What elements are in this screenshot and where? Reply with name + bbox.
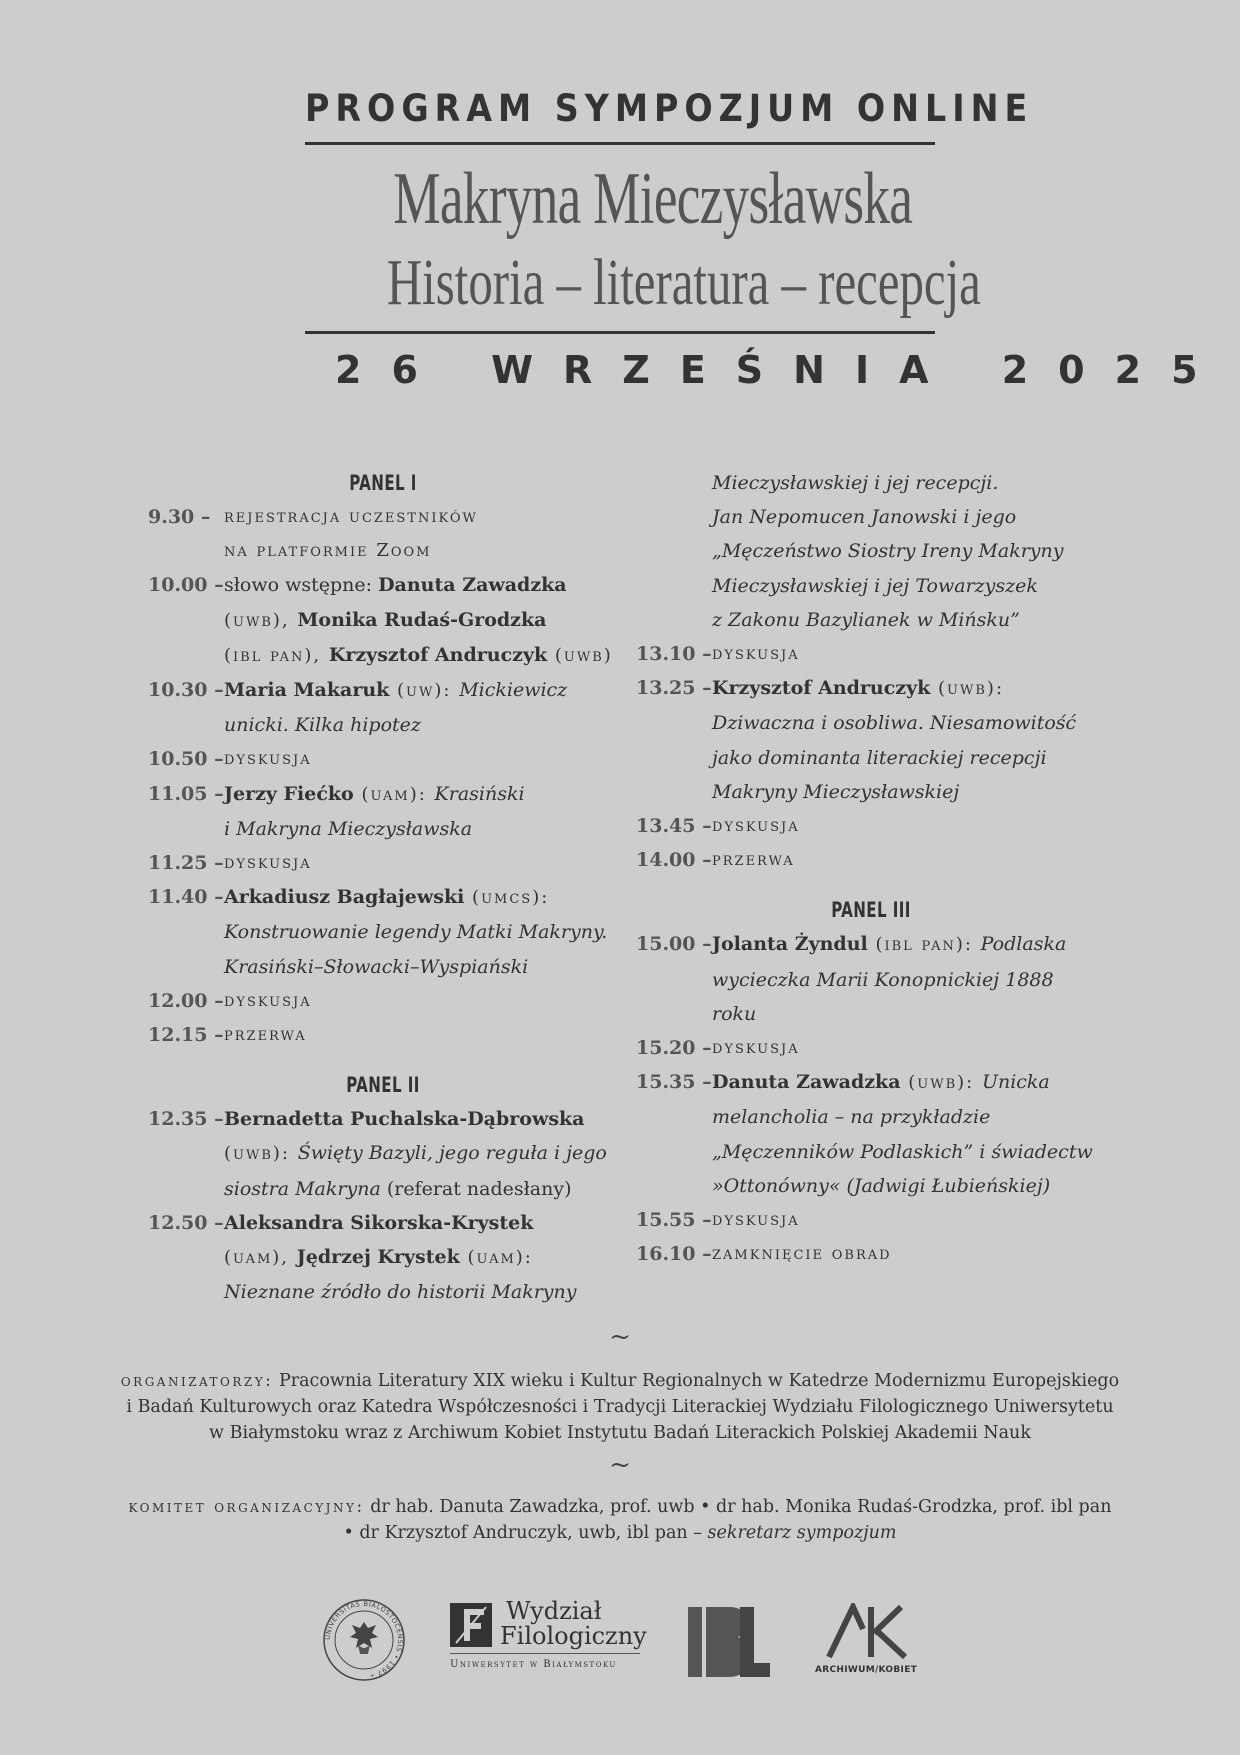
entry-time: 15.55 –	[636, 1209, 712, 1232]
entry-label: dyskusja	[712, 815, 800, 837]
committee-text: dr hab. Danuta Zawadzka, prof. uwb • dr hab. Monika Rudaś-Grodzka, prof. ibl pan	[364, 1497, 1112, 1517]
entry-time: 12.35 –	[148, 1108, 224, 1131]
entry-time: 13.25 –	[636, 677, 712, 700]
subtitle: Historia – literatura – recepcja	[386, 246, 981, 319]
affiliation: (ibl pan),	[224, 644, 329, 666]
affiliation: (uwb):	[930, 678, 1005, 700]
program-entry	[636, 1031, 1106, 1065]
speaker-name: Danuta Zawadzka	[712, 1071, 901, 1094]
spacer	[636, 877, 1106, 893]
talk-title: Nieznane źródło do historii Makryny	[224, 1281, 577, 1304]
affiliation: (ibl pan):	[867, 934, 981, 956]
ak-emblem-icon	[815, 1603, 915, 1659]
program-entry	[636, 843, 1106, 877]
program-entry	[148, 742, 618, 776]
faculty-emblem-icon	[450, 1603, 492, 1647]
entry-time: 10.30 –	[148, 679, 224, 702]
talk-title: Podlaska	[980, 933, 1067, 956]
faculty-name-line1: Wydział	[506, 1597, 602, 1625]
affiliation: (uam):	[459, 1247, 533, 1269]
main-title: Makryna Mieczysławska	[393, 158, 913, 240]
logos-row	[0, 1595, 1240, 1685]
panel-heading: PANEL II	[346, 1073, 420, 1098]
entry-time: 11.25 –	[148, 852, 224, 875]
talk-title: i Makryna Mieczysławska	[224, 817, 473, 840]
faculty-university: Uniwersytet w Białymstoku	[450, 1659, 617, 1670]
talk-title: roku	[712, 1002, 757, 1025]
talk-title: jako dominanta literackiej recepcji	[712, 746, 1047, 769]
speaker-name: Arkadiusz Bagłajewski	[224, 886, 465, 909]
talk-title: wycieczka Marii Konopnickiej 1888	[712, 968, 1054, 991]
speaker-name: Jędrzej Krystek	[296, 1246, 460, 1269]
talk-title: Jan Nepomucen Janowski i jego	[712, 506, 1017, 529]
speaker-name: Aleksandra Sikorska-Krystek	[224, 1211, 534, 1234]
continued-title	[636, 603, 1106, 637]
speaker-name: Krzysztof Andruczyk	[712, 677, 931, 700]
entry-label: dyskusja	[712, 1037, 800, 1059]
talk-title: Krasiński	[434, 782, 525, 805]
spacer	[148, 1052, 618, 1068]
speaker-name: Monika Rudaś-Grodzka	[297, 608, 547, 631]
entry-label: dyskusja	[712, 1209, 800, 1231]
header-rule	[305, 142, 935, 145]
continued-title	[636, 500, 1106, 534]
program-entry	[148, 500, 618, 568]
speaker-name: Jerzy Fiećko	[224, 782, 354, 805]
affiliation: (uam):	[353, 783, 435, 805]
program-entry	[636, 1237, 1106, 1271]
ornament-divider: ~	[609, 1450, 631, 1480]
talk-title: Mickiewicz	[459, 679, 568, 702]
talk-title: Makryny Mieczysławskiej	[712, 780, 960, 803]
affiliation: (uwb)	[547, 644, 613, 666]
affiliation: (umcs):	[464, 887, 550, 909]
committee-block	[90, 1494, 1150, 1546]
speaker-name: Maria Makaruk	[224, 679, 390, 702]
affiliation: (uwb):	[224, 1143, 298, 1165]
organizers-text: w Białymstoku wraz z Archiwum Kobiet Instytutu Badań Literackich Polskiej Akademii Nauk	[209, 1423, 1031, 1443]
entry-time: 15.00 –	[636, 933, 712, 956]
program-entry	[148, 777, 618, 846]
entry-time: 15.20 –	[636, 1037, 712, 1060]
ak-text: AK	[815, 1603, 817, 1604]
header	[305, 80, 1228, 394]
continued-title	[636, 534, 1106, 568]
entry-label: przerwa	[224, 1024, 307, 1046]
talk-title: »Ottonówny« (Jadwigi Łubieńskiej)	[712, 1174, 1051, 1197]
talk-title: Krasiński–Słowacki–Wyspiański	[224, 955, 529, 978]
speaker-name: Jolanta Żyndul	[712, 933, 868, 956]
program-entry	[148, 984, 618, 1018]
entry-time: 12.00 –	[148, 989, 224, 1012]
committee-text: • dr Krzysztof Andruczyk, uwb, ibl pan –	[343, 1523, 708, 1543]
talk-title: Konstruowanie legendy Matki Makryny.	[224, 921, 608, 944]
entry-time: 11.05 –	[148, 782, 224, 805]
program-entry	[636, 637, 1106, 671]
faculty-logo-rule	[450, 1653, 640, 1654]
affiliation: (uwb),	[224, 609, 298, 631]
program-title: PROGRAM SYMPOZJUM ONLINE	[305, 87, 1034, 130]
program-entry	[148, 1018, 618, 1052]
entry-label: na platformie Zoom	[224, 540, 432, 562]
committee-label: komitet organizacyjny:	[128, 1497, 365, 1517]
seal-text: UNIVERSITAS BIALOSTOCENSIS • 1997 •	[323, 1599, 405, 1680]
entry-time: 10.50 –	[148, 748, 224, 771]
entry-label: przerwa	[712, 849, 795, 871]
committee-role: sekretarz sympozjum	[707, 1523, 897, 1543]
university-seal-logo	[322, 1598, 406, 1686]
talk-title: siostra Makryna	[224, 1177, 381, 1200]
entry-time: 13.45 –	[636, 815, 712, 838]
program-entry	[636, 1203, 1106, 1237]
entry-label: dyskusja	[224, 748, 312, 770]
program-entry	[148, 846, 618, 880]
entry-time: 11.40 –	[148, 886, 224, 909]
entry-label: rejestracja uczestników	[224, 506, 478, 527]
entry-text: słowo wstępne:	[224, 574, 379, 597]
panel-heading: PANEL I	[349, 471, 417, 495]
program-entry	[148, 880, 618, 984]
program-entry	[148, 1206, 618, 1310]
talk-title: „Męczeństwo Siostry Ireny Makryny	[712, 540, 1064, 563]
organizers-label: organizatorzy:	[120, 1371, 274, 1391]
entry-time: 14.00 –	[636, 849, 712, 872]
program-right-column	[636, 466, 1106, 1271]
talk-title: unicki. Kilka hipotez	[224, 714, 421, 737]
header-rule-bottom	[305, 331, 935, 334]
entry-time: 9.30 –	[148, 506, 211, 528]
talk-title: z Zakonu Bazylianek w Mińsku”	[712, 608, 1020, 631]
talk-title: „Męczenników Podlaskich” i świadectw	[712, 1140, 1093, 1163]
program-entry	[148, 673, 618, 742]
speaker-name: Krzysztof Andruczyk	[328, 643, 548, 666]
organizers-text: i Badań Kulturowych oraz Katedra Współczesności i Tradycji Literackiej Wydziału Filologicznego Uniwersytetu	[126, 1397, 1114, 1417]
program-entry	[636, 671, 1106, 809]
entry-time: 13.10 –	[636, 643, 712, 666]
archive-name: ARCHIWUM/KOBIET	[815, 1665, 918, 1675]
talk-title: melancholia – na przykładzie	[712, 1106, 991, 1129]
faculty-name-line2: Filologiczny	[500, 1622, 647, 1650]
event-date: 26 WRZEŚNIA 2025	[335, 348, 1228, 392]
entry-time: 12.50 –	[148, 1211, 224, 1234]
affiliation: (uwb):	[900, 1072, 982, 1094]
program-entry	[148, 568, 618, 673]
program-left-column	[148, 466, 618, 1309]
ibl-text: IBL	[688, 1605, 690, 1606]
speaker-name: Bernadetta Puchalska-Dąbrowska	[224, 1108, 585, 1131]
talk-note: (referat nadesłany)	[380, 1177, 572, 1200]
program-entry	[636, 809, 1106, 843]
talk-title: Dziwaczna i osobliwa. Niesamowitość	[712, 712, 1077, 735]
affiliation: (uam),	[224, 1247, 297, 1269]
continued-title	[636, 569, 1106, 603]
program-entry	[636, 927, 1106, 1031]
talk-title: Święty Bazyli, jego reguła i jego	[297, 1142, 607, 1165]
program-entry	[148, 1102, 618, 1206]
continued-title	[636, 466, 1106, 500]
ornament-divider: ~	[609, 1322, 631, 1352]
entry-label: dyskusja	[224, 989, 312, 1011]
panel-heading: PANEL III	[831, 898, 911, 923]
entry-time: 15.35 –	[636, 1071, 712, 1094]
organizers-block	[90, 1368, 1150, 1446]
talk-title: Mieczysławskiej i jej Towarzyszek	[712, 574, 1038, 597]
program-entry	[636, 1065, 1106, 1203]
affiliation: (uw):	[389, 680, 460, 702]
entry-label: dyskusja	[224, 852, 312, 874]
archive-logo	[815, 1603, 918, 1683]
talk-title: Unicka	[981, 1071, 1050, 1094]
entry-time: 10.00 –	[148, 574, 224, 597]
speaker-name: Danuta Zawadzka	[378, 574, 567, 597]
ibl-logo	[688, 1605, 772, 1683]
entry-time: 16.10 –	[636, 1243, 712, 1266]
talk-title: Mieczysławskiej i jej recepcji.	[712, 472, 999, 494]
entry-label: dyskusja	[712, 643, 800, 665]
organizers-text: Pracownia Literatury XIX wieku i Kultur Regionalnych w Katedrze Modernizmu Europejskiego	[273, 1371, 1120, 1391]
faculty-logo	[450, 1597, 647, 1683]
entry-label: zamknięcie obrad	[712, 1243, 892, 1265]
entry-time: 12.15 –	[148, 1024, 224, 1047]
